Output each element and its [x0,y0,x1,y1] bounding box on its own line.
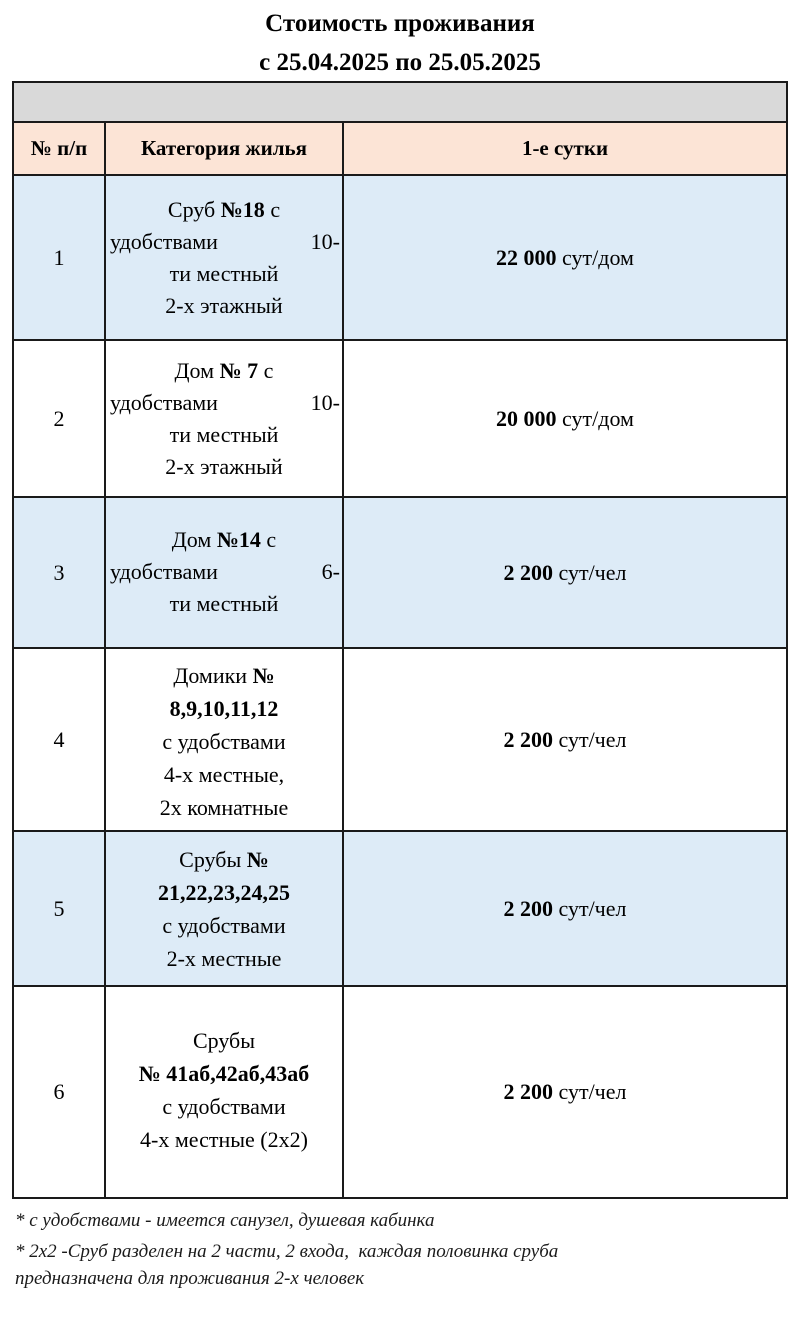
header-category: Категория жилья [106,123,344,174]
row-num: 4 [14,649,106,830]
row-price: 22 000 сут/дом [496,244,634,270]
row-category [106,176,344,339]
table-row [14,498,786,649]
cat-line: удобствами [110,229,218,254]
cat-line: 2-х этажный [165,293,283,318]
table-row [14,832,786,987]
row-category [106,498,344,647]
table-row [14,341,786,498]
table-row [14,176,786,341]
row-num: 1 [14,176,106,339]
cat-line-num: 10- [310,229,340,254]
cat-line: 2-х этажный [165,454,283,479]
cat-line-num: 6- [321,559,340,584]
row-num: 6 [14,987,106,1197]
row-price: 2 200 сут/чел [503,726,627,752]
cat-line: удобствами [110,390,218,415]
header-num: № п/п [14,123,106,174]
row-price: 2 200 сут/чел [503,559,627,585]
cat-line: Домики № [173,663,275,688]
cat-line: 4-х местные (2х2) [140,1127,308,1152]
page-title-line1: Стоимость проживания [265,10,535,37]
footnote-1: * с удобствами - имеется санузел, душевая кабинка [15,1210,435,1231]
cat-line: № 41аб,42аб,43аб [138,1061,310,1086]
footnote-2: * 2х2 -Сруб разделен на 2 части, 2 входа, каждая половинка сруба [15,1241,559,1262]
footnote-3: предназначена для проживания 2-х человек [15,1268,365,1289]
cat-line-num: 10- [310,390,340,415]
row-category [106,649,344,830]
row-price: 2 200 сут/чел [503,1079,627,1104]
table-top-bar [14,83,786,123]
cat-line: Срубы № [179,847,269,872]
cat-line: Дом № 7 с [174,358,274,383]
cat-line: Сруб №18 с [167,197,281,222]
row-num: 2 [14,341,106,496]
cat-line: удобствами [110,559,218,584]
cat-line: ти местный [169,261,279,286]
row-price: 2 200 сут/чел [503,895,627,921]
cat-line: ти местный [169,591,279,616]
cat-line: 8,9,10,11,12 [169,696,279,721]
cat-line: 2-х местные [166,946,282,971]
cat-line: 4-х местные, [163,762,285,787]
cat-line: Дом №14 с [171,527,277,552]
cat-line: 21,22,23,24,25 [158,880,290,905]
cat-line: с удобствами [162,1094,286,1119]
row-category [106,341,344,496]
table-row [14,649,786,832]
row-num: 3 [14,498,106,647]
row-num: 5 [14,832,106,985]
cat-line: с удобствами [162,913,286,938]
row-category [106,832,344,985]
header-price: 1-е сутки [521,136,609,160]
cat-line: с удобствами [162,729,286,754]
page-title-line2: с 25.04.2025 по 25.05.2025 [259,49,541,76]
row-category [106,987,344,1197]
row-price: 20 000 сут/дом [496,405,634,431]
cat-line: 2х комнатные [159,795,289,820]
table-row [14,987,786,1197]
cat-line: Срубы [192,1028,256,1053]
table-header-row [14,123,786,176]
price-table [12,81,788,1199]
cat-line: ти местный [169,422,279,447]
